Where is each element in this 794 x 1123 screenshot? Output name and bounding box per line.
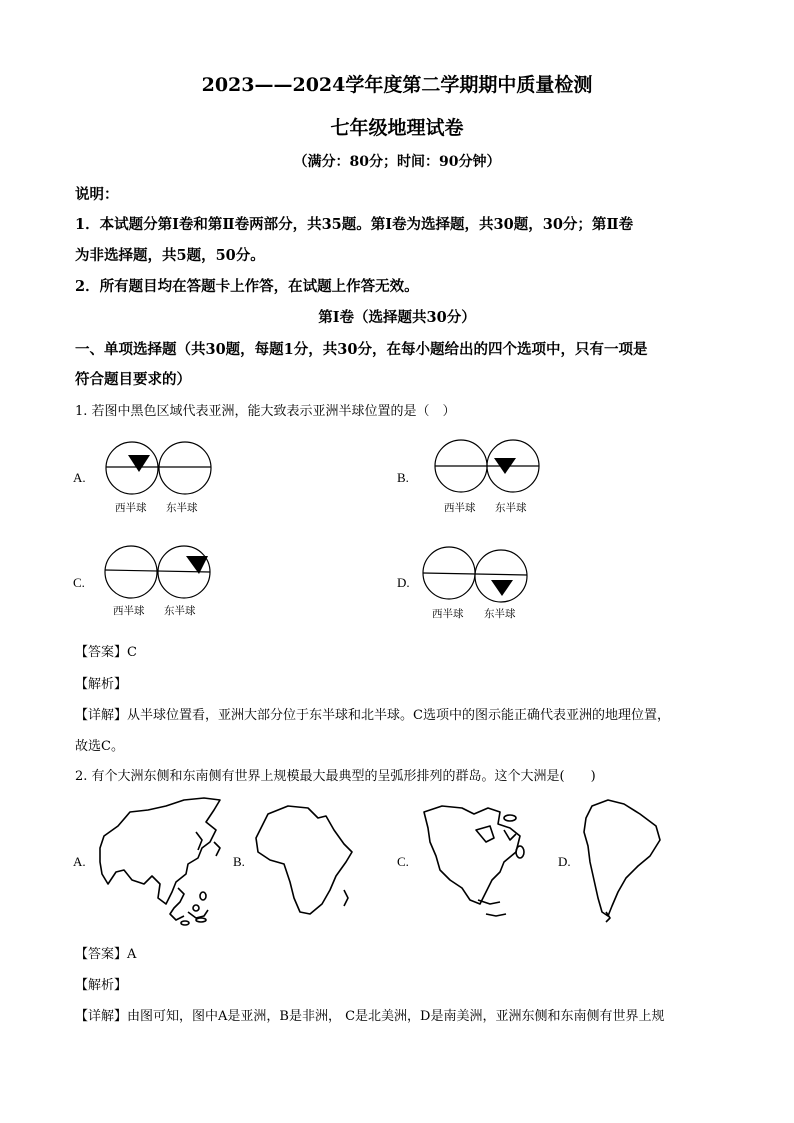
q1-c-east-label: 东半球 bbox=[164, 605, 196, 617]
q1-stem: 1. 若图中黑色区域代表亚洲，能大致表示亚洲半球位置的是（ ） bbox=[75, 404, 456, 419]
section-intro-line-2: 符合题目要求的） bbox=[75, 371, 191, 388]
q1-c-west-label: 西半球 bbox=[113, 605, 145, 617]
q1-detail-line-1: 【详解】从半球位置看，亚洲大部分位于东半球和北半球。C选项中的图示能正确代表亚洲的地理位置， bbox=[75, 708, 670, 723]
q1-a-east-label: 东半球 bbox=[166, 502, 198, 514]
africa-outline bbox=[256, 806, 352, 914]
q1-option-a-label: A. bbox=[73, 470, 86, 485]
exam-title: 2023——2024学年度第二学期期中质量检测 bbox=[201, 74, 593, 96]
q1-b-east-label: 东半球 bbox=[495, 502, 527, 514]
q1-d-east-label: 东半球 bbox=[484, 608, 516, 620]
south-america-outline bbox=[584, 800, 660, 922]
q1-option-b-label: B. bbox=[397, 470, 409, 485]
q1-detail-line-2: 故选C。 bbox=[75, 739, 124, 754]
north-america-outline bbox=[424, 806, 524, 916]
q1-option-c-label: C. bbox=[73, 575, 85, 590]
asia-outline bbox=[100, 798, 220, 925]
section-title: 第Ⅰ卷（选择题共30分） bbox=[318, 309, 476, 326]
instruction-1-line-2: 为非选择题，共5题，50分。 bbox=[75, 247, 265, 264]
score-info: （满分：80分；时间：90分钟） bbox=[293, 154, 501, 170]
q1-answer: 【答案】C bbox=[75, 645, 137, 660]
exam-subtitle: 七年级地理试卷 bbox=[330, 117, 464, 139]
q1-b-west-label: 西半球 bbox=[444, 502, 476, 514]
q2-option-c-label: C. bbox=[397, 854, 409, 869]
q1-analysis: 【解析】 bbox=[75, 677, 128, 692]
instruction-2: 2．所有题目均在答题卡上作答，在试题上作答无效。 bbox=[75, 278, 419, 295]
instruction-1-line-1: 1．本试题分第Ⅰ卷和第Ⅱ卷两部分，共35题。第Ⅰ卷为选择题，共30题，30分；第Ⅱ卷 bbox=[75, 216, 634, 233]
q2-analysis: 【解析】 bbox=[75, 978, 128, 993]
q1-a-west-label: 西半球 bbox=[115, 502, 147, 514]
q2-stem: 2. 有个大洲东侧和东南侧有世界上规模最大最典型的呈弧形排列的群岛。这个大洲是( ) bbox=[75, 769, 596, 784]
q2-option-a-label: A. bbox=[73, 854, 86, 869]
q2-option-d-label: D. bbox=[558, 854, 571, 869]
instructions-heading: 说明： bbox=[75, 186, 119, 203]
q2-option-b-label: B. bbox=[233, 854, 245, 869]
section-intro-line-1: 一、单项选择题（共30题，每题1分，共30分，在每小题给出的四个选项中，只有一项是 bbox=[75, 341, 648, 358]
q1-d-west-label: 西半球 bbox=[432, 608, 464, 620]
q1-option-d-label: D. bbox=[397, 575, 410, 590]
q2-answer: 【答案】A bbox=[75, 947, 137, 962]
q2-detail-line-1: 【详解】由图可知，图中A是亚洲，B是非洲， C是北美洲，D是南美洲，亚洲东侧和东南侧有世界上规 bbox=[75, 1009, 665, 1024]
